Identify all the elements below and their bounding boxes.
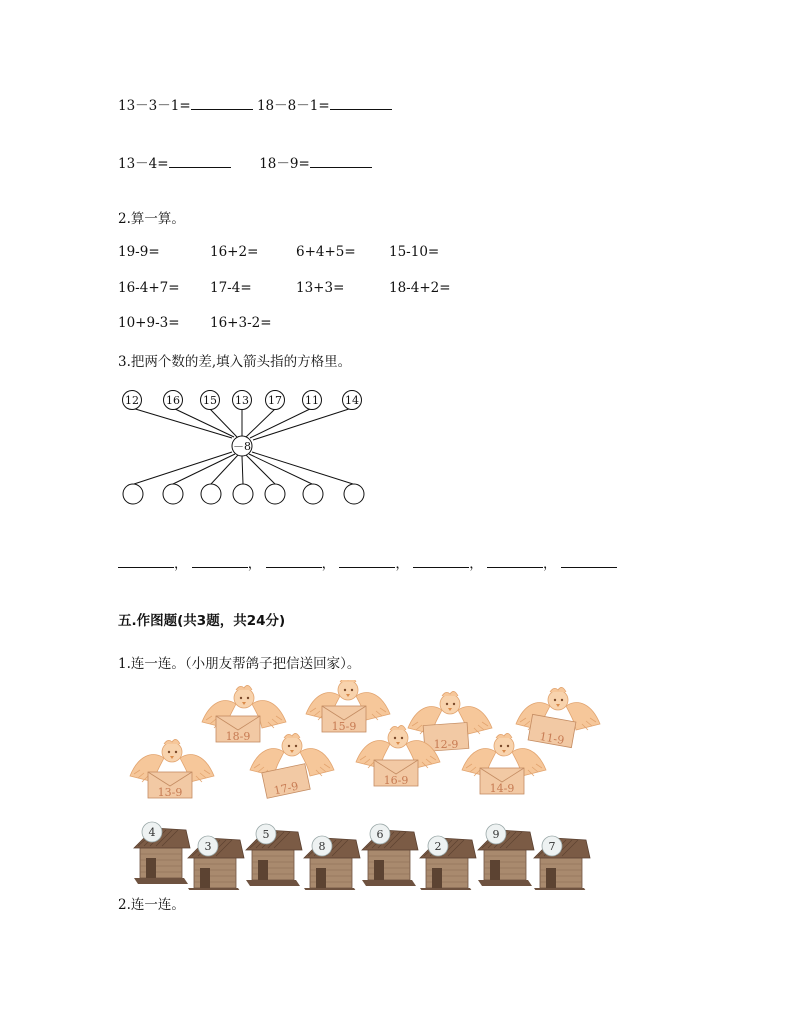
- house-6[interactable]: [362, 824, 418, 886]
- house-number: 7: [548, 840, 556, 853]
- envelope-label: 18-9: [225, 730, 251, 743]
- top-number: 12: [125, 394, 139, 407]
- expression: 13－3－1=: [118, 98, 191, 114]
- q2-item: 16+2=: [210, 244, 259, 260]
- answer-circle[interactable]: [344, 484, 364, 504]
- house-row: [130, 818, 600, 890]
- pigeon-15-9[interactable]: [306, 680, 390, 733]
- envelope-label: 11-9: [538, 729, 566, 748]
- top-number: 11: [305, 394, 319, 407]
- answer-blank[interactable]: [339, 553, 395, 568]
- envelope-label: 15-9: [331, 720, 357, 733]
- q2-item: 6+4+5=: [296, 244, 356, 260]
- separator: ，: [469, 556, 483, 572]
- house-number: 3: [204, 840, 212, 853]
- house-3[interactable]: [188, 836, 244, 890]
- answer-blank[interactable]: [561, 553, 617, 568]
- top-number: 17: [268, 394, 282, 407]
- answer-blanks-row: [118, 552, 617, 572]
- expression: 18－9=: [259, 156, 310, 172]
- q2-item: 16+3-2=: [210, 315, 272, 331]
- pigeon-11-9[interactable]: [516, 687, 600, 747]
- envelope-label: 17-9: [272, 779, 300, 798]
- q2-item: 17-4=: [210, 280, 252, 296]
- center-operator: －8: [233, 440, 251, 453]
- house-4[interactable]: [134, 822, 190, 884]
- separator: ，: [542, 556, 557, 572]
- house-number: 2: [434, 840, 442, 853]
- house-number: 9: [492, 828, 500, 841]
- separator: ，: [247, 556, 262, 572]
- pigeon-scene: [126, 680, 606, 800]
- pigeon-17-9[interactable]: [250, 733, 334, 798]
- exercise-row-2: [118, 152, 372, 172]
- pigeon-18-9[interactable]: [202, 685, 286, 743]
- answer-blank[interactable]: [118, 553, 174, 568]
- q2-item: 15-10=: [389, 244, 440, 260]
- answer-blank[interactable]: [413, 553, 469, 568]
- house-2[interactable]: [420, 836, 476, 890]
- house-number: 6: [376, 828, 384, 841]
- top-number: 14: [345, 394, 359, 407]
- answer-blank[interactable]: [191, 95, 253, 110]
- top-number: 16: [166, 394, 180, 407]
- expression: 18－8－1=: [256, 98, 330, 114]
- q2-item: 19-9=: [118, 244, 160, 260]
- house-number: 5: [262, 828, 270, 841]
- q2-connect-title: 2.连一连。: [118, 897, 185, 913]
- house-number: 8: [318, 840, 326, 853]
- q2-title: 2.算一算。: [118, 211, 185, 227]
- answer-circle[interactable]: [265, 484, 285, 504]
- section-title: 五.作图题(共3题，共24分): [118, 613, 286, 629]
- separator: ，: [395, 556, 409, 572]
- top-number: 15: [203, 394, 217, 407]
- subtraction-diagram: [110, 382, 380, 512]
- answer-circle[interactable]: [163, 484, 183, 504]
- answer-blank[interactable]: [310, 153, 372, 168]
- q2-item: 13+3=: [296, 280, 345, 296]
- answer-circle[interactable]: [123, 484, 143, 504]
- q2-item: 18-4+2=: [389, 280, 451, 296]
- answer-blank[interactable]: [487, 553, 543, 568]
- envelope-label: 14-9: [489, 782, 515, 795]
- answer-blank[interactable]: [266, 553, 322, 568]
- house-number: 4: [148, 826, 156, 839]
- answer-circle[interactable]: [233, 484, 253, 504]
- q2-item: 16-4+7=: [118, 280, 180, 296]
- q3-title: 3.把两个数的差,填入箭头指的方格里。: [118, 354, 352, 370]
- house-8[interactable]: [304, 836, 360, 890]
- q2-item: 10+9-3=: [118, 315, 180, 331]
- answer-blank[interactable]: [192, 553, 248, 568]
- envelope-label: 13-9: [157, 786, 183, 799]
- answer-blank[interactable]: [330, 95, 392, 110]
- separator: ，: [321, 556, 336, 572]
- q1-title: 1.连一连。（小朋友帮鸽子把信送回家）。: [118, 656, 361, 672]
- pigeon-14-9[interactable]: [462, 733, 546, 795]
- house-9[interactable]: [478, 824, 534, 886]
- top-number: 13: [235, 394, 249, 407]
- answer-circle[interactable]: [303, 484, 323, 504]
- expression: 13－4=: [118, 156, 169, 172]
- separator: ，: [174, 556, 188, 572]
- answer-blank[interactable]: [169, 153, 231, 168]
- answer-circle[interactable]: [201, 484, 221, 504]
- house-7[interactable]: [534, 836, 590, 890]
- exercise-row-1: [118, 94, 392, 114]
- envelope-label: 16-9: [383, 774, 409, 787]
- envelope-label: 12-9: [433, 738, 459, 751]
- pigeon-13-9[interactable]: [130, 739, 214, 799]
- house-5[interactable]: [246, 824, 302, 886]
